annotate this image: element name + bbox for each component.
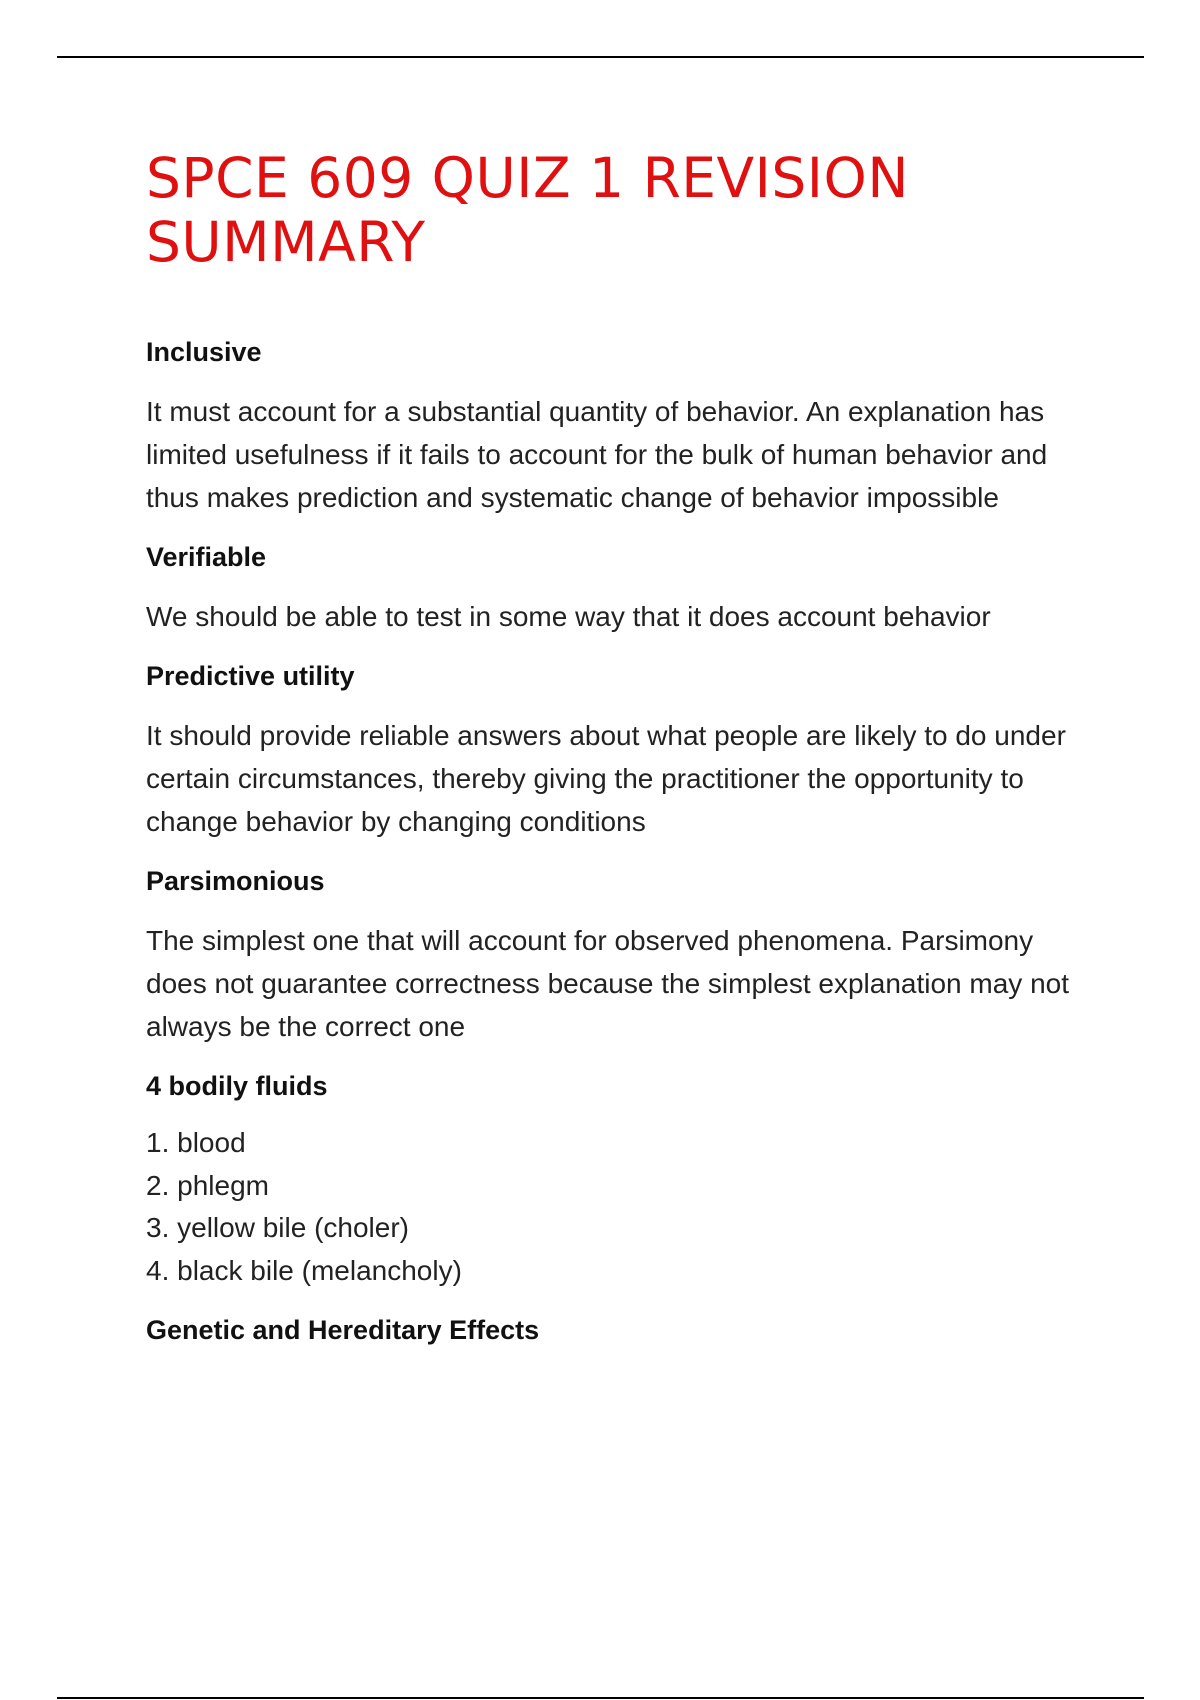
- section-heading-parsimonious: Parsimonious: [146, 866, 325, 896]
- list-item: 1. blood: [146, 1127, 246, 1158]
- bodily-fluids-list: [146, 1122, 1096, 1292]
- section-heading-predictive-utility: Predictive utility: [146, 661, 355, 691]
- top-divider: [57, 56, 1144, 58]
- bottom-divider: [57, 1697, 1144, 1699]
- document-title: SPCE 609 QUIZ 1 REVISION SUMMARY: [146, 146, 909, 274]
- section-body-predictive-utility: It should provide reliable answers about what people are likely to do under certain circumstances, thereby giving the practitioner the opportunity to change behavior by changing conditions: [146, 720, 1066, 837]
- list-item: 3. yellow bile (choler): [146, 1212, 409, 1243]
- section-heading-bodily-fluids: 4 bodily fluids: [146, 1071, 328, 1101]
- section-heading-inclusive: Inclusive: [146, 337, 262, 367]
- section-heading-genetic-hereditary: Genetic and Hereditary Effects: [146, 1315, 540, 1345]
- section-body-inclusive: It must account for a substantial quantity of behavior. An explanation has limited usefulness if it fails to account for the bulk of human behavior and thus makes prediction and systematic change of behavior impossible: [146, 396, 1048, 513]
- section-heading-verifiable: Verifiable: [146, 542, 267, 572]
- document-sections: [146, 332, 1096, 1350]
- section-body-verifiable: We should be able to test in some way that it does account behavior: [146, 601, 991, 632]
- list-item: 2. phlegm: [146, 1169, 269, 1201]
- section-body-parsimonious: The simplest one that will account for observed phenomena. Parsimony does not guarantee correctness because the simplest explanation may not always be the correct one: [146, 925, 1070, 1042]
- list-item: 4. black bile (melancholy): [146, 1254, 462, 1286]
